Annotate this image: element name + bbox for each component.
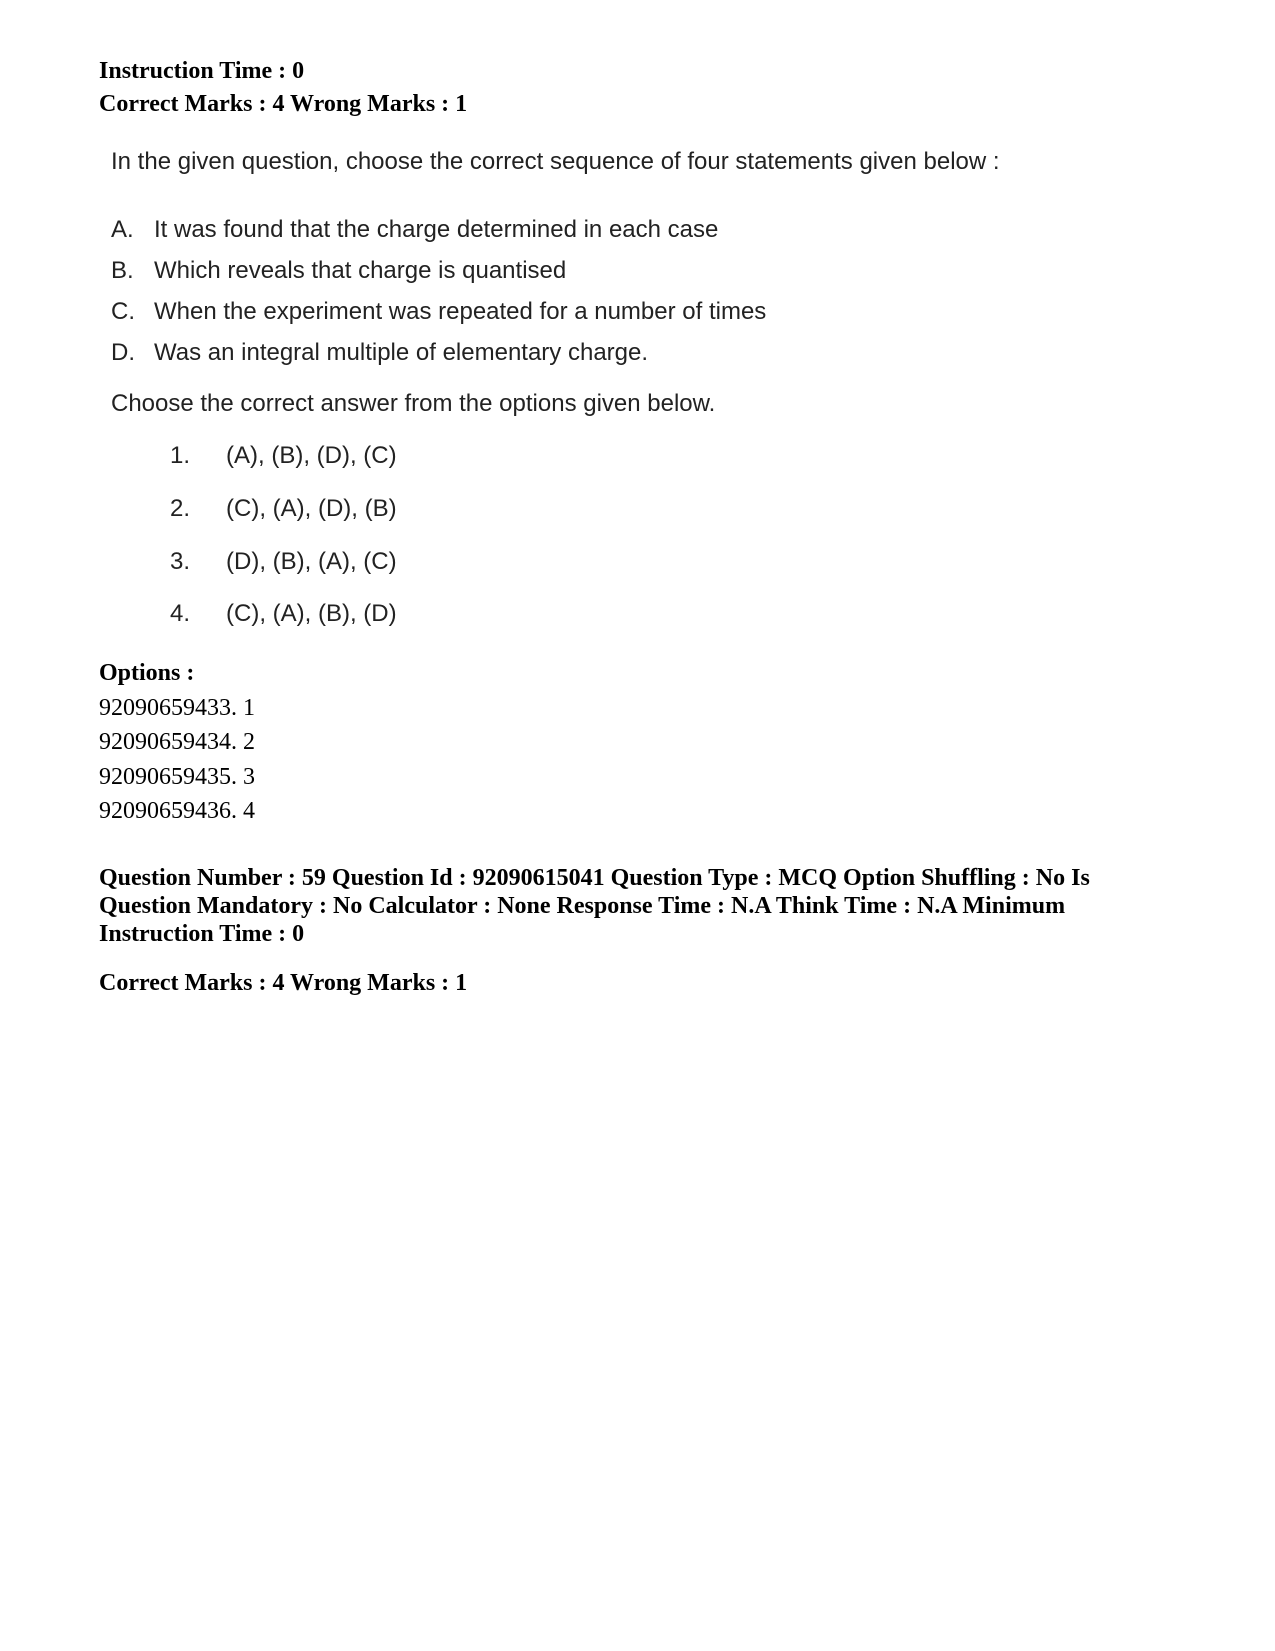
choice-number: 2. bbox=[170, 495, 191, 522]
choice-1 bbox=[170, 442, 397, 470]
question-stem: In the given question, choose the correct sequence of four statements given below : bbox=[111, 148, 1000, 175]
instruction-time: Instruction Time : 0 bbox=[99, 58, 305, 84]
statement-letter: A. bbox=[111, 216, 134, 243]
choice-text: (D), (B), (A), (C) bbox=[226, 548, 397, 575]
choice-number: 4. bbox=[170, 600, 191, 627]
option-item: 92090659436. 4 bbox=[99, 798, 255, 824]
statement-c bbox=[111, 298, 766, 326]
answer-instruction: Choose the correct answer from the options given below. bbox=[111, 390, 716, 417]
statement-letter: B. bbox=[111, 257, 134, 284]
choice-4 bbox=[170, 600, 397, 628]
marks-line: Correct Marks : 4 Wrong Marks : 1 bbox=[99, 91, 468, 117]
choice-2 bbox=[170, 495, 397, 523]
statement-letter: C. bbox=[111, 298, 135, 325]
next-question-marks: Correct Marks : 4 Wrong Marks : 1 bbox=[99, 970, 468, 996]
option-item: 92090659435. 3 bbox=[99, 764, 255, 790]
choice-text: (C), (A), (D), (B) bbox=[226, 495, 397, 522]
statement-b bbox=[111, 257, 566, 285]
statement-text: Was an integral multiple of elementary charge. bbox=[154, 339, 649, 366]
statement-letter: D. bbox=[111, 339, 135, 366]
choice-number: 1. bbox=[170, 442, 191, 469]
options-heading: Options : bbox=[99, 660, 195, 686]
option-item: 92090659434. 2 bbox=[99, 729, 255, 755]
option-item: 92090659433. 1 bbox=[99, 695, 255, 721]
next-question-header: Question Number : 59 Question Id : 92090615041 Question Type : MCQ Option Shuffling : No Is Question Mandatory : No Calculator : None Response Time : N.A Think Time : N.A Minimum Instruction Time : 0 bbox=[99, 865, 1090, 947]
choice-number: 3. bbox=[170, 548, 191, 575]
choice-text: (A), (B), (D), (C) bbox=[226, 442, 397, 469]
statement-d bbox=[111, 339, 648, 367]
statement-text: Which reveals that charge is quantised bbox=[154, 257, 567, 284]
statement-text: When the experiment was repeated for a number of times bbox=[154, 298, 767, 325]
statement-a bbox=[111, 216, 718, 244]
choice-text: (C), (A), (B), (D) bbox=[226, 600, 397, 627]
statement-text: It was found that the charge determined in each case bbox=[154, 216, 719, 243]
choice-3 bbox=[170, 548, 397, 576]
